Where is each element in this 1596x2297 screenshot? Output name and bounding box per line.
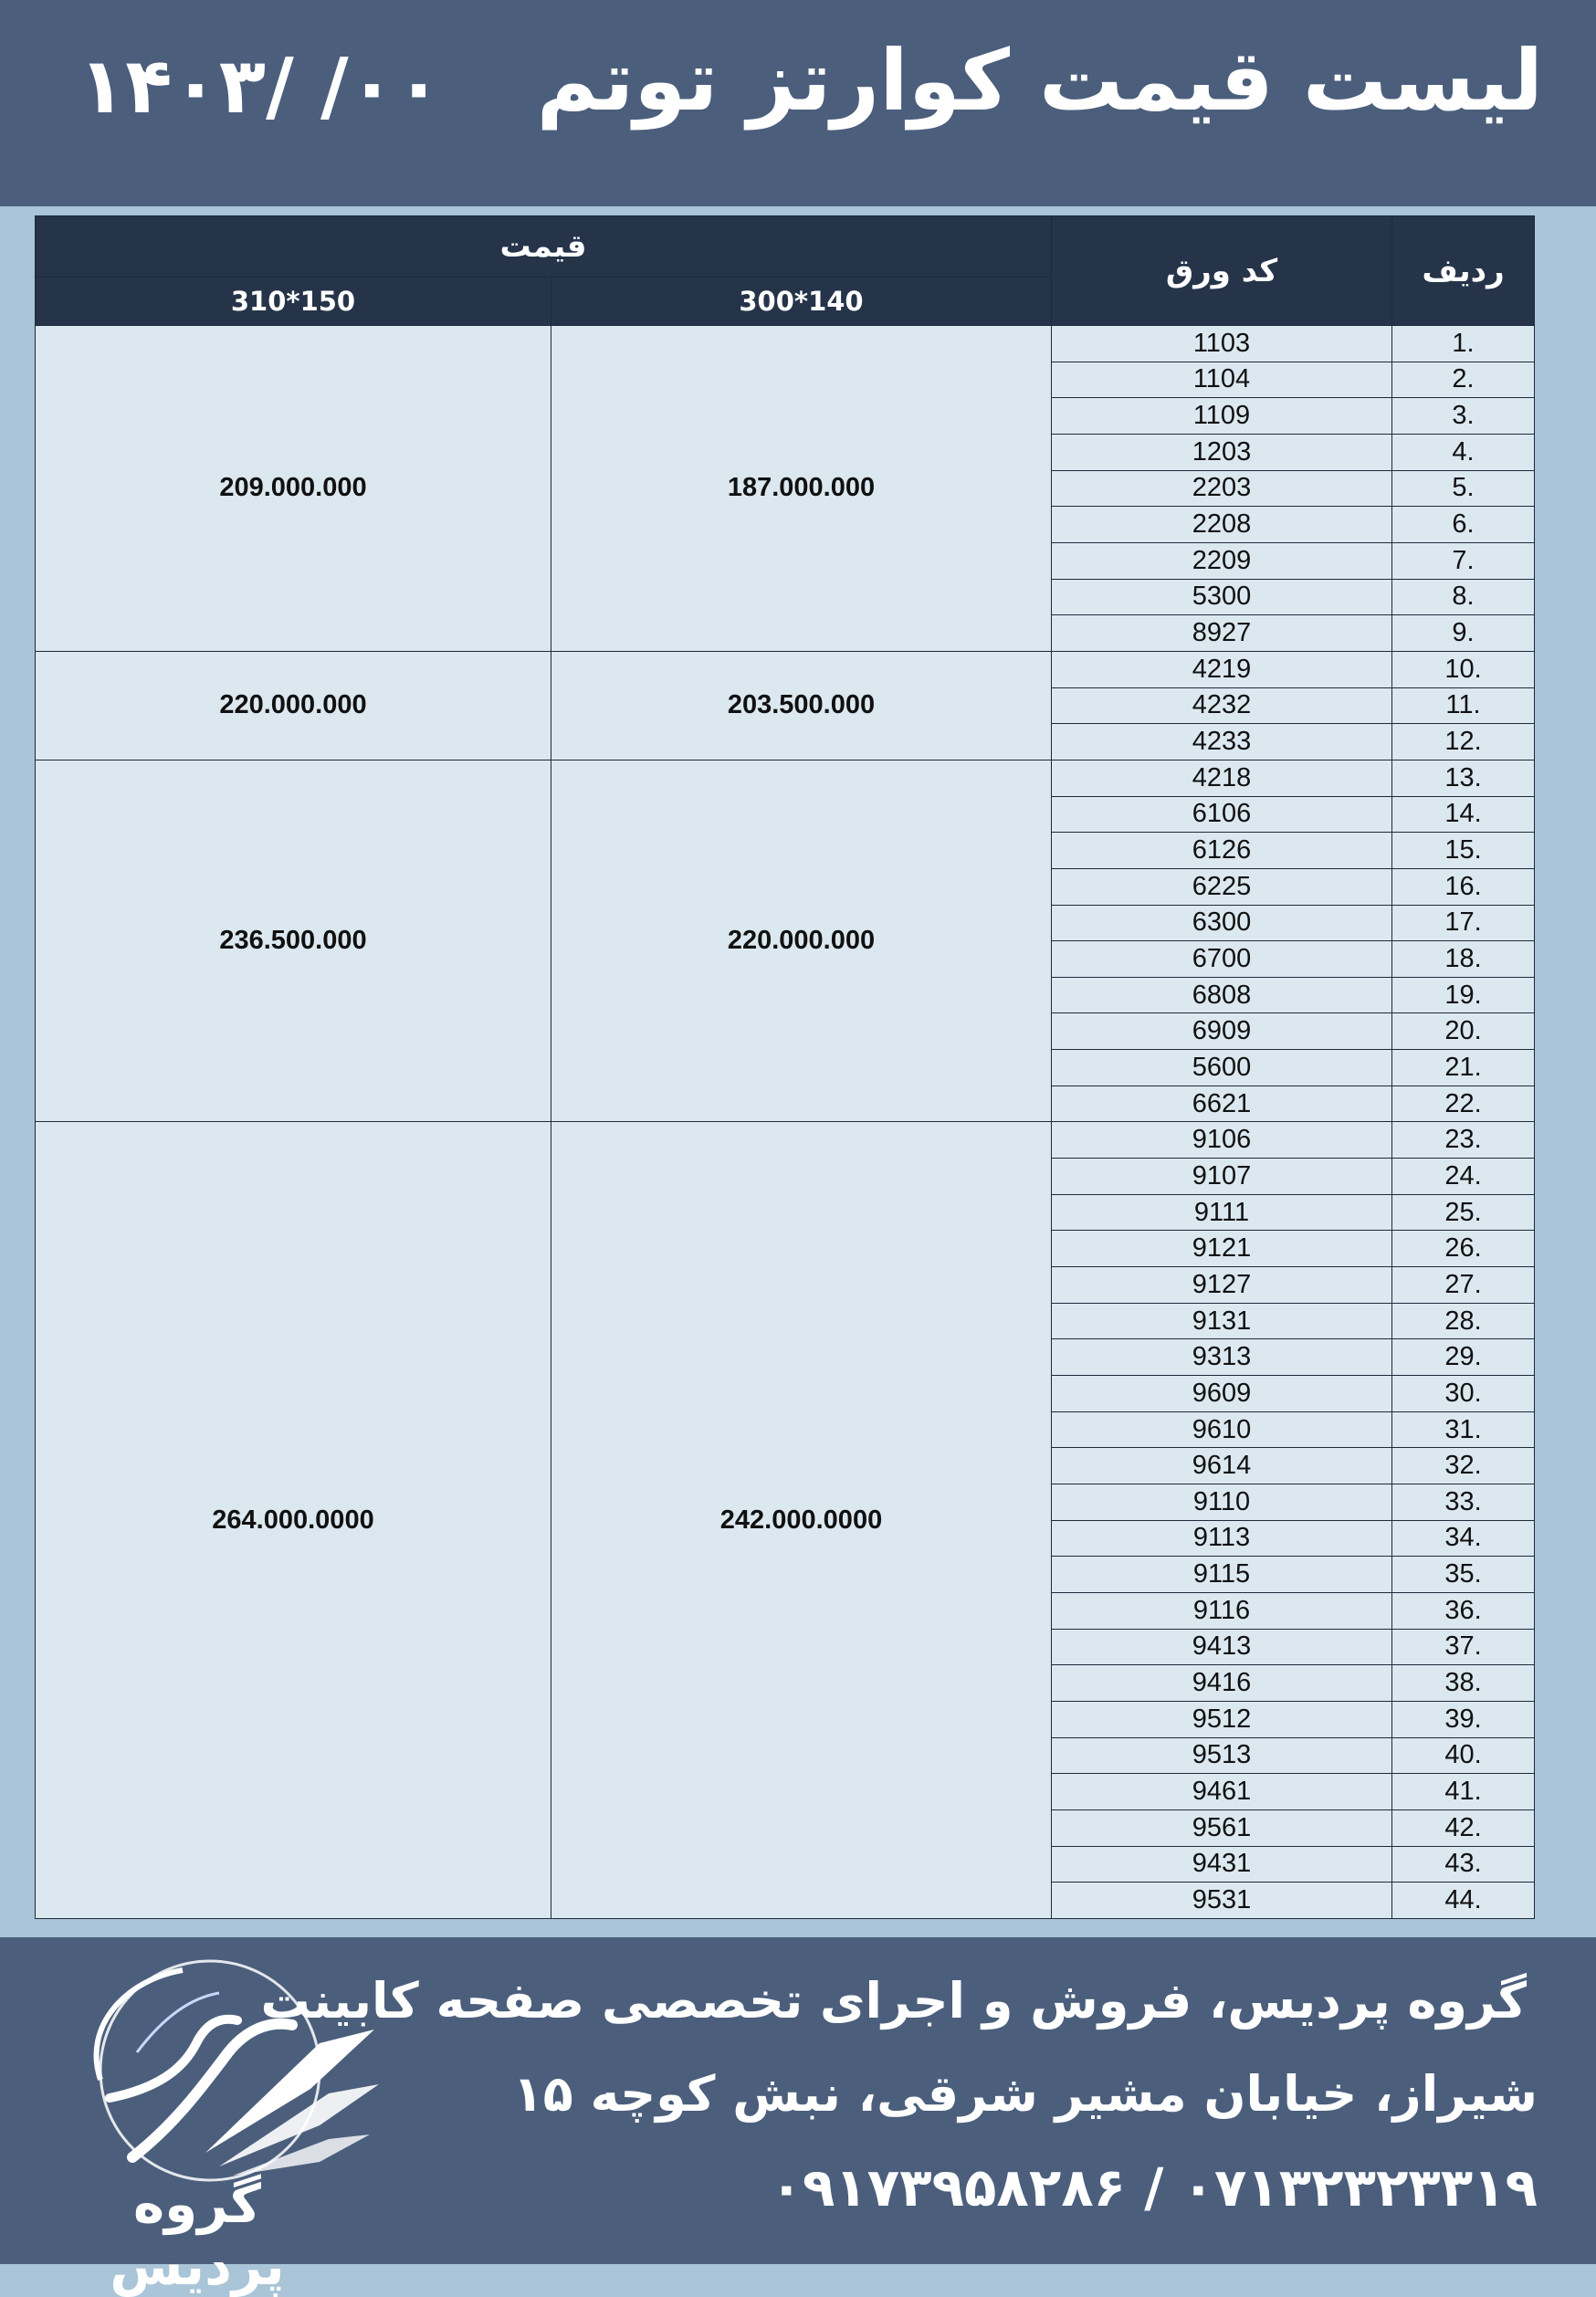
code-cell: 9609 bbox=[1052, 1376, 1392, 1412]
code-cell: 2208 bbox=[1052, 507, 1392, 543]
row-number-cell: 36. bbox=[1392, 1592, 1535, 1629]
code-cell: 8927 bbox=[1052, 615, 1392, 652]
row-number-cell: 10. bbox=[1392, 651, 1535, 687]
code-cell: 6808 bbox=[1052, 977, 1392, 1013]
row-number-cell: 4. bbox=[1392, 434, 1535, 470]
row-number-cell: 8. bbox=[1392, 579, 1535, 615]
price-310x150-cell: 209.000.000 bbox=[36, 326, 551, 652]
code-cell: 1103 bbox=[1052, 326, 1392, 362]
price-310x150-cell: 236.500.000 bbox=[36, 760, 551, 1122]
code-cell: 9531 bbox=[1052, 1883, 1392, 1919]
row-number-cell: 34. bbox=[1392, 1520, 1535, 1557]
row-number-cell: 23. bbox=[1392, 1122, 1535, 1159]
table-row bbox=[36, 760, 1535, 796]
row-number-cell: 42. bbox=[1392, 1809, 1535, 1846]
code-cell: 6225 bbox=[1052, 868, 1392, 905]
row-number-cell: 14. bbox=[1392, 796, 1535, 833]
code-cell: 9413 bbox=[1052, 1629, 1392, 1665]
price-310x150-cell: 264.000.0000 bbox=[36, 1122, 551, 1919]
code-cell: 9512 bbox=[1052, 1701, 1392, 1737]
row-number-cell: 16. bbox=[1392, 868, 1535, 905]
code-cell: 9513 bbox=[1052, 1737, 1392, 1774]
row-header: ردیف bbox=[1392, 216, 1535, 326]
row-number-cell: 33. bbox=[1392, 1484, 1535, 1521]
date-label: ۱۴۰۳/ /۰۰ bbox=[79, 41, 443, 131]
code-cell: 9131 bbox=[1052, 1303, 1392, 1339]
row-number-cell: 44. bbox=[1392, 1883, 1535, 1919]
row-number-cell: 12. bbox=[1392, 724, 1535, 760]
code-cell: 4233 bbox=[1052, 724, 1392, 760]
row-number-cell: 2. bbox=[1392, 362, 1535, 398]
code-cell: 9614 bbox=[1052, 1448, 1392, 1484]
code-cell: 9313 bbox=[1052, 1339, 1392, 1376]
code-cell: 6300 bbox=[1052, 905, 1392, 941]
row-number-cell: 40. bbox=[1392, 1737, 1535, 1774]
code-cell: 9113 bbox=[1052, 1520, 1392, 1557]
size-140-header: 300*140 bbox=[551, 278, 1052, 326]
row-number-cell: 5. bbox=[1392, 470, 1535, 507]
page-title: لیست قیمت کوارتز توتم bbox=[536, 32, 1543, 130]
code-cell: 4219 bbox=[1052, 651, 1392, 687]
code-cell: 9106 bbox=[1052, 1122, 1392, 1159]
code-cell: 6621 bbox=[1052, 1086, 1392, 1122]
row-number-cell: 25. bbox=[1392, 1194, 1535, 1231]
row-number-cell: 21. bbox=[1392, 1050, 1535, 1086]
row-number-cell: 29. bbox=[1392, 1339, 1535, 1376]
row-number-cell: 17. bbox=[1392, 905, 1535, 941]
price-header: قیمت bbox=[36, 216, 1052, 278]
code-cell: 9416 bbox=[1052, 1665, 1392, 1702]
code-cell: 9461 bbox=[1052, 1774, 1392, 1810]
row-number-cell: 32. bbox=[1392, 1448, 1535, 1484]
table-row bbox=[36, 651, 1535, 687]
row-number-cell: 39. bbox=[1392, 1701, 1535, 1737]
code-cell: 5600 bbox=[1052, 1050, 1392, 1086]
row-number-cell: 18. bbox=[1392, 941, 1535, 978]
code-cell: 2209 bbox=[1052, 542, 1392, 579]
row-number-cell: 43. bbox=[1392, 1846, 1535, 1883]
row-number-cell: 31. bbox=[1392, 1411, 1535, 1448]
price-310x150-cell: 220.000.000 bbox=[36, 651, 551, 760]
row-number-cell: 1. bbox=[1392, 326, 1535, 362]
row-number-cell: 41. bbox=[1392, 1774, 1535, 1810]
row-number-cell: 30. bbox=[1392, 1376, 1535, 1412]
table-row bbox=[36, 1122, 1535, 1159]
footer-phones: ۰۹۱۷۳۹۵۸۲۸۶ / ۰۷۱۳۲۳۲۳۳۱۹ bbox=[770, 2156, 1538, 2218]
code-cell: 9111 bbox=[1052, 1194, 1392, 1231]
code-cell: 9561 bbox=[1052, 1809, 1392, 1846]
row-number-cell: 24. bbox=[1392, 1159, 1535, 1195]
code-cell: 9610 bbox=[1052, 1411, 1392, 1448]
row-number-cell: 9. bbox=[1392, 615, 1535, 652]
code-cell: 4218 bbox=[1052, 760, 1392, 796]
price-300x140-cell: 242.000.0000 bbox=[551, 1122, 1052, 1919]
code-cell: 9121 bbox=[1052, 1231, 1392, 1267]
price-300x140-cell: 187.000.000 bbox=[551, 326, 1052, 652]
code-cell: 1203 bbox=[1052, 434, 1392, 470]
row-number-cell: 26. bbox=[1392, 1231, 1535, 1267]
row-number-cell: 13. bbox=[1392, 760, 1535, 796]
code-cell: 5300 bbox=[1052, 579, 1392, 615]
row-number-cell: 6. bbox=[1392, 507, 1535, 543]
code-cell: 1109 bbox=[1052, 398, 1392, 435]
code-cell: 9107 bbox=[1052, 1159, 1392, 1195]
row-number-cell: 27. bbox=[1392, 1267, 1535, 1304]
row-number-cell: 28. bbox=[1392, 1303, 1535, 1339]
row-number-cell: 11. bbox=[1392, 687, 1535, 724]
brand-name: گروه پردیس bbox=[110, 2173, 285, 2297]
code-cell: 9116 bbox=[1052, 1592, 1392, 1629]
size-150-header: 310*150 bbox=[36, 278, 551, 326]
code-header: کد ورق bbox=[1052, 216, 1392, 326]
row-number-cell: 38. bbox=[1392, 1665, 1535, 1702]
code-cell: 9127 bbox=[1052, 1267, 1392, 1304]
row-number-cell: 20. bbox=[1392, 1013, 1535, 1050]
row-number-cell: 3. bbox=[1392, 398, 1535, 435]
code-cell: 9110 bbox=[1052, 1484, 1392, 1521]
code-cell: 6700 bbox=[1052, 941, 1392, 978]
row-number-cell: 22. bbox=[1392, 1086, 1535, 1122]
code-cell: 9115 bbox=[1052, 1557, 1392, 1593]
row-number-cell: 35. bbox=[1392, 1557, 1535, 1593]
code-cell: 9431 bbox=[1052, 1846, 1392, 1883]
footer-tagline: گروه پردیس، فروش و اجرای تخصصی صفحه کابینت bbox=[260, 1972, 1527, 2030]
table-row bbox=[36, 326, 1535, 362]
code-cell: 2203 bbox=[1052, 470, 1392, 507]
row-number-cell: 37. bbox=[1392, 1629, 1535, 1665]
price-300x140-cell: 220.000.000 bbox=[551, 760, 1052, 1122]
code-cell: 6106 bbox=[1052, 796, 1392, 833]
footer-address: شیراز، خیابان مشیر شرقی، نبش کوچه ۱۵ bbox=[512, 2065, 1538, 2123]
price-table bbox=[35, 215, 1535, 1919]
row-number-cell: 15. bbox=[1392, 833, 1535, 869]
code-cell: 4232 bbox=[1052, 687, 1392, 724]
price-300x140-cell: 203.500.000 bbox=[551, 651, 1052, 760]
code-cell: 6126 bbox=[1052, 833, 1392, 869]
row-number-cell: 19. bbox=[1392, 977, 1535, 1013]
row-number-cell: 7. bbox=[1392, 542, 1535, 579]
code-cell: 6909 bbox=[1052, 1013, 1392, 1050]
code-cell: 1104 bbox=[1052, 362, 1392, 398]
